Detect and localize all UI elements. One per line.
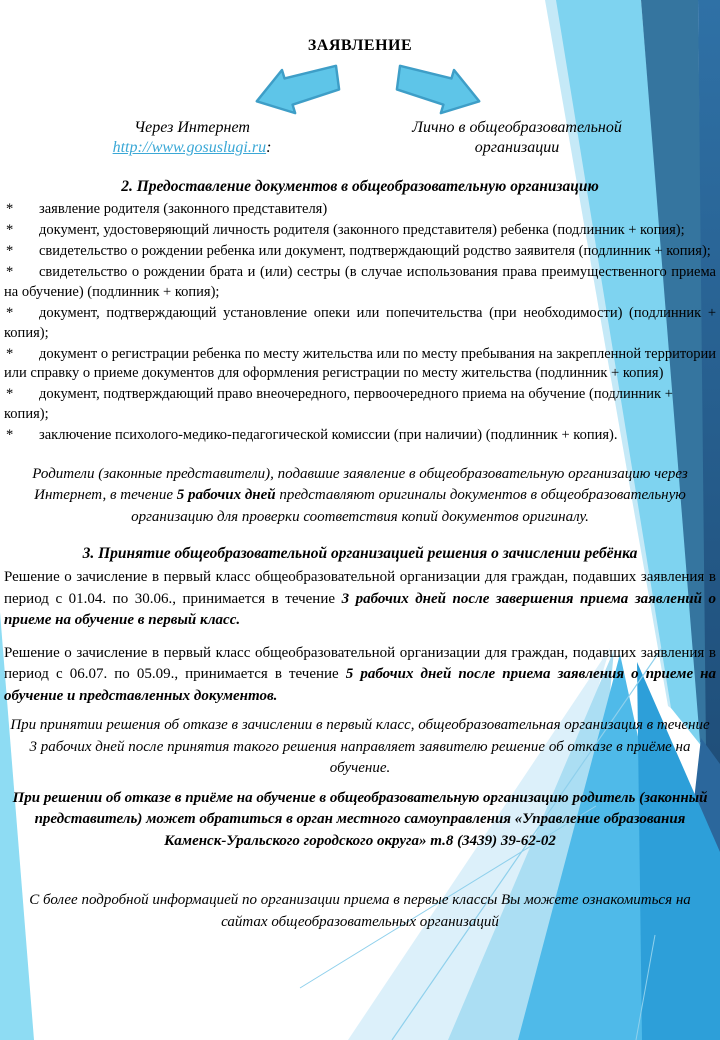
bullet: * xyxy=(6,304,14,321)
bullet: * xyxy=(6,264,14,281)
list-item-text: документ, подтверждающий установление опеки или попечительства (при необходимости) (подлинник + копия); xyxy=(4,304,716,341)
option-in-person-label: Лично в общеобразовательной организации xyxy=(412,119,622,156)
list-item-text: свидетельство о рождении ребенка или документ, подтверждающий родство заявителя (подлинник + копия); xyxy=(39,243,711,260)
option-in-person xyxy=(392,118,642,158)
link-colon: : xyxy=(266,139,272,156)
bullet: * xyxy=(6,386,14,403)
section2-heading: 2. Предоставление документов в общеобразовательную организацию xyxy=(121,178,599,195)
refusal-note: При принятии решения об отказе в зачислении в первый класс, общеобразовательная организация в течение 3 рабочих дней после принятия такого решения направляет заявителю решение об отказе в приёме на обучение. xyxy=(10,717,710,777)
bullet: * xyxy=(6,243,14,260)
bullet: * xyxy=(6,222,14,239)
section3-heading: 3. Принятие общеобразовательной организацией решения о зачислении ребёнка xyxy=(82,545,638,563)
list-item-text: документ о регистрации ребенка по месту жительства или по месту пребывания на закрепленной территории или справку о приеме документов для оформления регистрации по месту жительства (подлинник + копия) xyxy=(4,345,716,382)
list-item-text: заявление родителя (законного представителя) xyxy=(39,201,328,217)
parents-note-bold: 5 рабочих дней xyxy=(176,487,276,504)
arrows-row xyxy=(0,58,720,114)
down-left-arrow-icon xyxy=(244,49,350,128)
document-list xyxy=(0,200,720,446)
list-item-text: свидетельство о рождении брата и (или) сестры (в случае использования права преимущественного приема на обучение) (подлинник + копия); xyxy=(4,264,716,300)
bullet: * xyxy=(6,345,14,362)
list-item xyxy=(4,221,716,241)
gosuslugi-link[interactable]: http://www.gosuslugi.ru xyxy=(112,139,267,156)
option-internet-label: Через Интернет xyxy=(134,119,250,136)
parents-note xyxy=(0,464,720,529)
list-item-text: заключение психолого-медико-педагогической комиссии (при наличии) (подлинник + копия). xyxy=(39,427,618,444)
footer-note: С более подробной информацией по организации приема в первые классы Вы можете ознакомиться на сайтах общеобразовательных организаций xyxy=(29,892,691,930)
list-item xyxy=(4,345,716,384)
list-item-text: документ, удостоверяющий личность родителя (законного представителя) ребенка (подлинник + копия); xyxy=(39,222,685,239)
list-item xyxy=(4,426,716,446)
option-internet xyxy=(42,118,342,158)
decision-paragraph-1 xyxy=(0,567,720,632)
list-item xyxy=(4,385,716,424)
parents-note-post: представляют оригиналы документов в общеобразовательную организацию для проверки соответствия копий документов оригиналу. xyxy=(131,487,686,525)
bullet: * xyxy=(6,427,14,444)
list-item xyxy=(4,304,716,343)
slide-content xyxy=(0,36,720,1040)
bullet: * xyxy=(6,201,14,217)
decision-p1-bold: 3 рабочих дней после завершения приема заявлений о приеме на обучение в первый класс. xyxy=(4,590,716,629)
decision-p2-pre: Решение о зачисление в первый класс общеобразовательной организации для граждан, подавших заявления в период с 06.07. по 05.09., принимается в течение xyxy=(4,644,716,683)
list-item xyxy=(4,263,716,302)
decision-paragraph-2 xyxy=(0,643,720,708)
page-title: ЗАЯВЛЕНИЕ xyxy=(307,37,413,54)
parents-note-pre: Родители (законные представители), подавшие заявление в общеобразовательную организацию через Интернет, в течение xyxy=(32,465,688,504)
list-item xyxy=(4,200,716,220)
down-right-arrow-icon xyxy=(386,49,492,128)
option-internet-link-line xyxy=(42,138,342,158)
decision-p2-bold: 5 рабочих дней после приема заявления о приеме на обучение и представленных документов. xyxy=(4,666,717,704)
submission-options xyxy=(0,118,720,158)
decision-p1-pre: Решение о зачисление в первый класс общеобразовательной организации для граждан, подавших заявления в период с 01.04. по 30.06., принимается в течение xyxy=(4,569,716,607)
list-item xyxy=(4,242,716,262)
appeal-note: При решении об отказе в приёме на обучение в общеобразовательную организацию родитель (законный представитель) может обратиться в орган местного самоуправления «Управление образования Каменск-Уральского городского округа» т.8 (3439) 39-62-02 xyxy=(12,789,708,849)
list-item-text: документ, подтверждающий право внеочередного, первоочередного приема на обучение (подлинник + копия); xyxy=(4,386,673,422)
